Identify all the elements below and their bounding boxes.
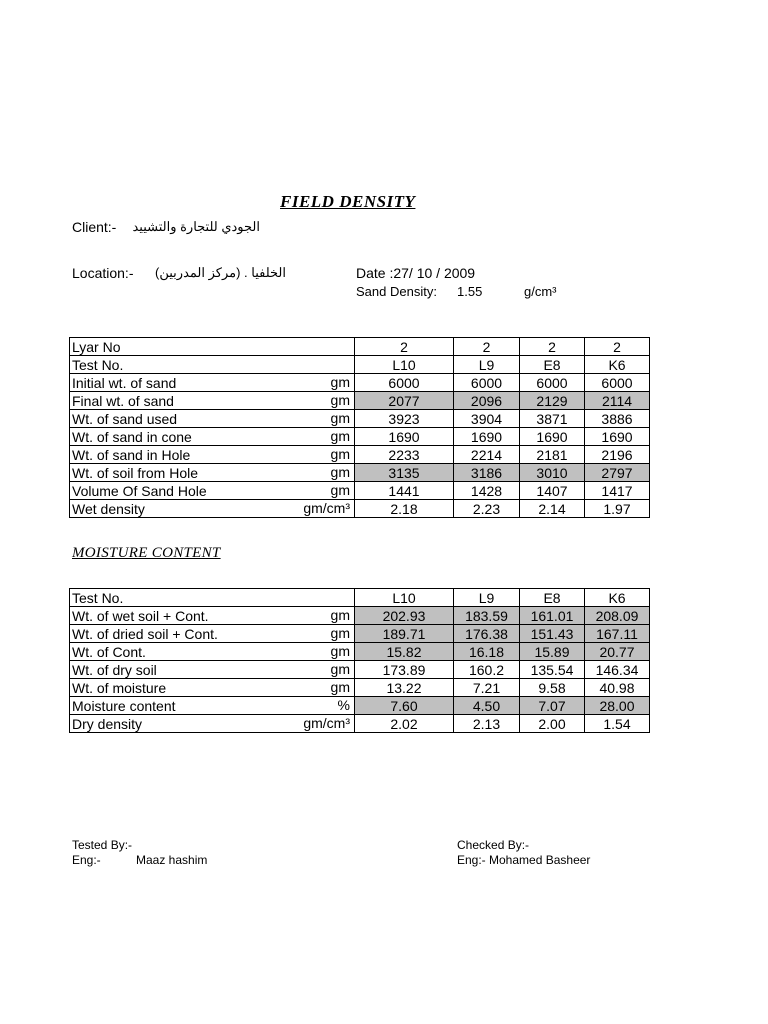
- checked-by-label: Checked By:-: [457, 838, 530, 852]
- value-cell: 167.11: [585, 625, 650, 643]
- value-cell: 15.89: [520, 643, 585, 661]
- row-unit: gm: [330, 643, 350, 659]
- value-cell: 151.43: [520, 625, 585, 643]
- row-label-cell: [70, 715, 355, 733]
- row-unit: gm: [330, 410, 350, 426]
- value-cell: 6000: [520, 374, 585, 392]
- value-cell: 1.54: [585, 715, 650, 733]
- tested-by-label: Tested By:-: [72, 838, 133, 852]
- table-row: [70, 482, 650, 500]
- value-cell: 20.77: [585, 643, 650, 661]
- value-cell: 2: [355, 338, 454, 356]
- row-label: Wt. of soil from Hole: [72, 464, 199, 481]
- row-label: Lyar No: [72, 338, 121, 355]
- value-cell: 135.54: [520, 661, 585, 679]
- row-unit: gm: [330, 661, 350, 677]
- row-label: Final wt. of sand: [72, 392, 174, 409]
- value-cell: 1690: [355, 428, 454, 446]
- row-label: Moisture content: [72, 697, 176, 714]
- value-cell: 40.98: [585, 679, 650, 697]
- moisture-content-table: [69, 588, 650, 733]
- table-row: [70, 464, 650, 482]
- value-cell: L9: [454, 589, 520, 607]
- table-row: [70, 374, 650, 392]
- location-value: الخلفيا . (مركز المدربين): [155, 265, 286, 280]
- row-unit: gm/cm³: [303, 500, 350, 516]
- value-cell: 2214: [454, 446, 520, 464]
- table-row: [70, 356, 650, 374]
- value-cell: 1417: [585, 482, 650, 500]
- table-row: [70, 392, 650, 410]
- value-cell: 2181: [520, 446, 585, 464]
- value-cell: 176.38: [454, 625, 520, 643]
- row-label-cell: [70, 374, 355, 392]
- value-cell: 1407: [520, 482, 585, 500]
- value-cell: 7.60: [355, 697, 454, 715]
- value-cell: 2: [454, 338, 520, 356]
- value-cell: 2077: [355, 392, 454, 410]
- table-row: [70, 446, 650, 464]
- row-label-cell: [70, 392, 355, 410]
- table-row: [70, 410, 650, 428]
- value-cell: 3135: [355, 464, 454, 482]
- value-cell: L10: [355, 356, 454, 374]
- value-cell: 7.07: [520, 697, 585, 715]
- row-label-cell: [70, 356, 355, 374]
- value-cell: 9.58: [520, 679, 585, 697]
- sand-density-label: Sand Density:: [356, 284, 437, 299]
- row-label-cell: [70, 500, 355, 518]
- value-cell: 1441: [355, 482, 454, 500]
- row-label: Test No.: [72, 356, 124, 373]
- row-label-cell: [70, 625, 355, 643]
- row-label: Dry density: [72, 715, 143, 732]
- value-cell: 2.18: [355, 500, 454, 518]
- value-cell: 6000: [454, 374, 520, 392]
- row-unit: gm: [330, 428, 350, 444]
- row-label: Test No.: [72, 589, 124, 606]
- value-cell: 183.59: [454, 607, 520, 625]
- row-label: Wt. of Cont.: [72, 643, 146, 660]
- value-cell: 1428: [454, 482, 520, 500]
- value-cell: 2.23: [454, 500, 520, 518]
- value-cell: E8: [520, 356, 585, 374]
- table-row: [70, 428, 650, 446]
- row-label-cell: [70, 410, 355, 428]
- table-row: [70, 697, 650, 715]
- value-cell: 2114: [585, 392, 650, 410]
- value-cell: 2129: [520, 392, 585, 410]
- value-cell: 3010: [520, 464, 585, 482]
- value-cell: K6: [585, 589, 650, 607]
- value-cell: 6000: [355, 374, 454, 392]
- row-unit: gm: [330, 482, 350, 498]
- value-cell: 3886: [585, 410, 650, 428]
- value-cell: 3904: [454, 410, 520, 428]
- value-cell: 173.89: [355, 661, 454, 679]
- value-cell: 161.01: [520, 607, 585, 625]
- table-row: [70, 661, 650, 679]
- row-label: Initial wt. of sand: [72, 374, 177, 391]
- value-cell: 1.97: [585, 500, 650, 518]
- tested-eng-label: Eng:-: [72, 853, 101, 867]
- value-cell: 16.18: [454, 643, 520, 661]
- value-cell: 2.14: [520, 500, 585, 518]
- value-cell: E8: [520, 589, 585, 607]
- row-label: Wet density: [72, 500, 145, 517]
- row-label-cell: [70, 607, 355, 625]
- value-cell: 189.71: [355, 625, 454, 643]
- row-label: Wt. of sand in Hole: [72, 446, 191, 463]
- table-row: [70, 500, 650, 518]
- value-cell: 6000: [585, 374, 650, 392]
- row-label: Wt. of moisture: [72, 679, 167, 696]
- row-unit: gm/cm³: [303, 715, 350, 731]
- value-cell: 1690: [585, 428, 650, 446]
- value-cell: L10: [355, 589, 454, 607]
- row-label-cell: [70, 446, 355, 464]
- value-cell: 1690: [520, 428, 585, 446]
- value-cell: L9: [454, 356, 520, 374]
- table-row: [70, 589, 650, 607]
- value-cell: 2196: [585, 446, 650, 464]
- value-cell: 3923: [355, 410, 454, 428]
- table-row: [70, 679, 650, 697]
- row-label-cell: [70, 697, 355, 715]
- location-label: Location:-: [72, 265, 134, 281]
- field-density-table: [69, 337, 650, 518]
- date-text: Date :27/ 10 / 2009: [356, 265, 476, 281]
- row-label-cell: [70, 482, 355, 500]
- value-cell: 2096: [454, 392, 520, 410]
- value-cell: 2: [520, 338, 585, 356]
- row-unit: gm: [330, 446, 350, 462]
- value-cell: 4.50: [454, 697, 520, 715]
- tested-eng-name: Maaz hashim: [136, 853, 208, 867]
- row-label-cell: [70, 679, 355, 697]
- value-cell: 208.09: [585, 607, 650, 625]
- table-row: [70, 625, 650, 643]
- row-unit: gm: [330, 607, 350, 623]
- value-cell: 2233: [355, 446, 454, 464]
- page-title: FIELD DENSITY: [280, 192, 416, 211]
- row-label: Wt. of dried soil + Cont.: [72, 625, 218, 642]
- value-cell: 2.13: [454, 715, 520, 733]
- row-unit: gm: [330, 679, 350, 695]
- sand-density-value: 1.55: [457, 284, 483, 299]
- table-row: [70, 607, 650, 625]
- value-cell: 2.02: [355, 715, 454, 733]
- value-cell: 2.00: [520, 715, 585, 733]
- value-cell: 160.2: [454, 661, 520, 679]
- value-cell: 3871: [520, 410, 585, 428]
- row-label: Volume Of Sand Hole: [72, 482, 207, 499]
- value-cell: 146.34: [585, 661, 650, 679]
- client-label: Client:-: [72, 219, 117, 235]
- row-label: Wt. of sand in cone: [72, 428, 192, 445]
- value-cell: 202.93: [355, 607, 454, 625]
- table-row: [70, 715, 650, 733]
- row-label: Wt. of wet soil + Cont.: [72, 607, 209, 624]
- row-unit: gm: [330, 625, 350, 641]
- row-unit: %: [337, 697, 350, 713]
- value-cell: 2: [585, 338, 650, 356]
- value-cell: 15.82: [355, 643, 454, 661]
- value-cell: 1690: [454, 428, 520, 446]
- sand-density-unit: g/cm³: [524, 284, 557, 299]
- row-label-cell: [70, 464, 355, 482]
- value-cell: 28.00: [585, 697, 650, 715]
- value-cell: K6: [585, 356, 650, 374]
- client-value: الجودي للتجارة والتشييد: [132, 219, 260, 234]
- checked-eng-text: Eng:- Mohamed Basheer: [457, 853, 591, 867]
- value-cell: 2797: [585, 464, 650, 482]
- row-unit: gm: [330, 392, 350, 408]
- row-label: Wt. of sand used: [72, 410, 178, 427]
- row-unit: gm: [330, 464, 350, 480]
- row-label-cell: [70, 589, 355, 607]
- moisture-content-title: MOISTURE CONTENT: [72, 545, 221, 561]
- table-row: [70, 643, 650, 661]
- row-label-cell: [70, 428, 355, 446]
- row-label-cell: [70, 643, 355, 661]
- row-label: Wt. of dry soil: [72, 661, 157, 678]
- value-cell: 13.22: [355, 679, 454, 697]
- row-label-cell: [70, 338, 355, 356]
- row-unit: gm: [330, 374, 350, 390]
- table-row: [70, 338, 650, 356]
- row-label-cell: [70, 661, 355, 679]
- value-cell: 3186: [454, 464, 520, 482]
- value-cell: 7.21: [454, 679, 520, 697]
